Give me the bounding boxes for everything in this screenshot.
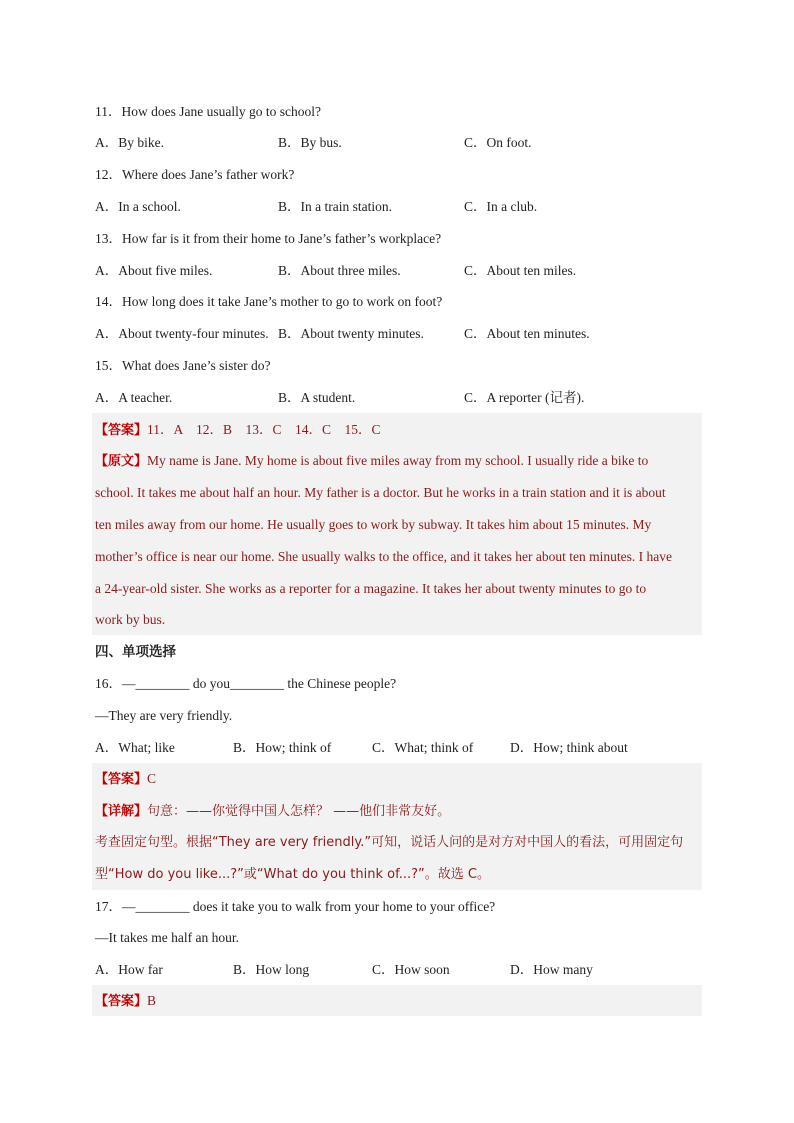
answer-text: B [147,993,157,1008]
q17-option-c: C．How soon [372,962,450,977]
answer-line-listening [95,421,381,440]
question-15: 15．What does Jane’s sister do? [95,358,271,373]
question-11: 11．How does Jane usually go to school? [95,104,321,119]
q11-option-c: C．On foot. [464,135,532,150]
question-17: 17．—________ does it take you to walk from your home to your office? [95,899,496,914]
original-line-3: ten miles away from our home. He usually goes to work by subway. It takes him about 15 minutes. My [95,517,652,532]
q12-option-c: C．In a club. [464,199,538,214]
original-line-1 [95,452,648,471]
q16-option-b: B．How; think of [233,740,332,755]
answer-line-q16 [95,770,156,789]
q15-option-c: C．A reporter (记者). [464,390,585,405]
q11-option-b: B．By bus. [278,135,342,150]
detail-text-1: 句意：——你觉得中国人怎样？ ——他们非常友好。 [147,804,451,819]
q13-option-b: B．About three miles. [278,263,401,278]
q11-option-a: A．By bike. [95,135,164,150]
original-text-1: My name is Jane. My home is about five miles away from my school. I usually ride a bike to [147,453,649,468]
q14-option-c: C．About ten minutes. [464,326,590,341]
original-line-6: work by bus. [95,612,166,627]
answer-label: 【答案】 [95,772,148,787]
question-17-reply: —It takes me half an hour. [95,930,239,945]
q12-option-b: B．In a train station. [278,199,392,214]
q17-option-b: B．How long [233,962,310,977]
q15-option-a: A．A teacher. [95,390,173,405]
question-14: 14．How long does it take Jane’s mother to go to work on foot? [95,294,443,309]
original-label: 【原文】 [95,454,148,469]
answer-label: 【答案】 [95,994,148,1009]
answer-label: 【答案】 [95,423,148,438]
q13-option-a: A．About five miles. [95,263,213,278]
question-16: 16．—________ do you________ the Chinese people? [95,676,397,691]
answer-text: 11．A 12．B 13．C 14．C 15．C [147,422,381,437]
original-line-2: school. It takes me about half an hour. My father is a doctor. But he works in a train station and it is about [95,485,666,500]
original-line-4: mother’s office is near our home. She usually walks to the office, and it takes her about ten minutes. I have [95,549,672,564]
q16-option-c: C．What; think of [372,740,474,755]
q17-option-a: A．How far [95,962,163,977]
answer-line-q17 [95,992,156,1011]
detail-line-3: 型“How do you like...?”或“What do you think of...?”。故选 C。 [95,867,490,882]
detail-line-1 [95,802,450,821]
section-title: 四、单项选择 [95,644,176,660]
q12-option-a: A．In a school. [95,199,181,214]
question-16-reply: —They are very friendly. [95,708,233,723]
answer-panel-q17 [92,985,702,1016]
q14-option-b: B．About twenty minutes. [278,326,424,341]
question-12: 12．Where does Jane’s father work? [95,167,295,182]
detail-label: 【详解】 [95,804,148,819]
detail-line-2: 考查固定句型。根据“They are very friendly.”可知，说话人问的是对方对中国人的看法，可用固定句 [95,835,684,850]
q17-option-d: D．How many [510,962,593,977]
q16-option-a: A．What; like [95,740,175,755]
q16-option-d: D．How; think about [510,740,628,755]
answer-text: C [147,771,157,786]
q14-option-a: A．About twenty-four minutes. [95,326,269,341]
q15-option-b: B．A student. [278,390,356,405]
original-line-5: a 24-year-old sister. She works as a reporter for a magazine. It takes her about twenty minutes to go to [95,581,647,596]
question-13: 13．How far is it from their home to Jane’s father’s workplace? [95,231,442,246]
q13-option-c: C．About ten miles. [464,263,577,278]
